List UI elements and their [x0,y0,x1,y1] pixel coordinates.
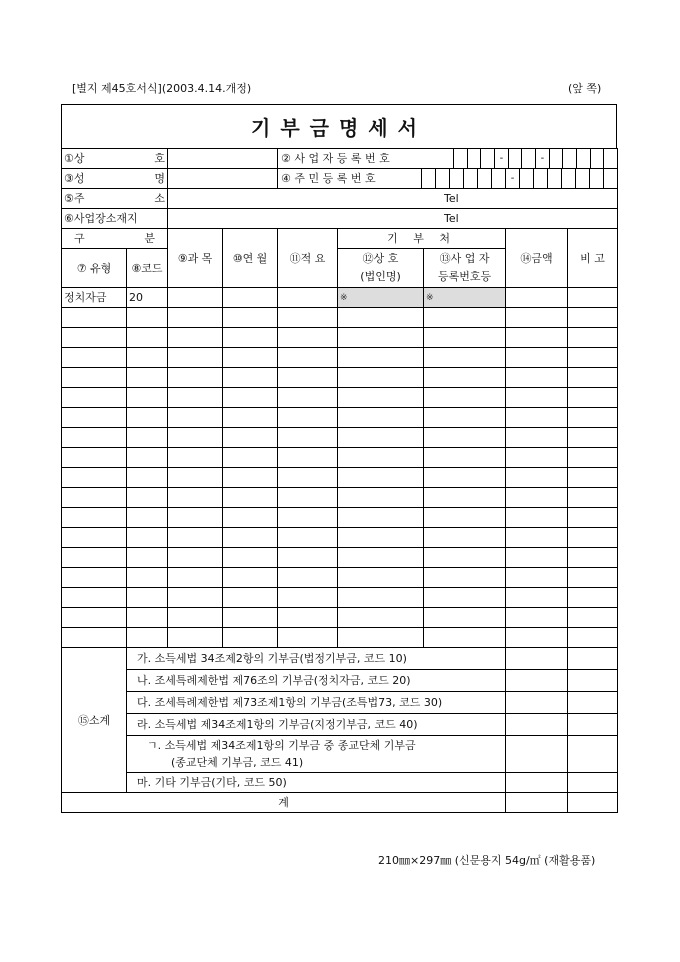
cell[interactable] [127,428,168,448]
cell[interactable] [127,568,168,588]
cell[interactable] [278,288,338,308]
cell[interactable] [62,508,127,528]
cell[interactable] [168,608,223,628]
subtotal-amount-cell[interactable] [506,670,568,692]
cell[interactable] [127,528,168,548]
name-label: ③성 명 [62,169,168,189]
first-row-donee-name: ※ [338,288,424,308]
cell[interactable] [168,488,223,508]
cell[interactable] [506,508,568,528]
cell[interactable] [223,468,278,488]
cell[interactable] [568,328,618,348]
subtotal-row [62,714,618,736]
subtotal-item: 가. 소득세법 34조제2항의 기부금(법정기부금, 코드 10) [127,648,506,670]
code-header: ⑧코드 [127,249,168,288]
cell[interactable] [62,428,127,448]
digit-box[interactable] [463,169,477,188]
subtotal-remarks-cell[interactable] [568,670,618,692]
table-row [62,308,618,328]
cell[interactable] [278,368,338,388]
cell[interactable] [62,388,127,408]
cell[interactable] [424,308,506,328]
cell[interactable] [338,568,424,588]
cell[interactable] [278,588,338,608]
cell[interactable] [506,448,568,468]
cell[interactable] [168,408,223,428]
table-row [62,328,618,348]
subtotal-amount-cell[interactable] [506,773,568,793]
cell[interactable] [168,368,223,388]
subtotal-remarks-cell[interactable] [568,736,618,773]
type-header: ⑦ 유형 [62,249,127,288]
cell[interactable] [338,348,424,368]
digit-box[interactable] [467,149,481,168]
address-label: ⑤주 소 [62,189,168,209]
first-row-type: 정치자금 [62,288,127,308]
cell[interactable] [424,528,506,548]
cell[interactable] [62,528,127,548]
cell[interactable] [278,468,338,488]
cell[interactable] [506,328,568,348]
digit-box[interactable] [562,149,576,168]
table-row [62,628,618,648]
table-row [62,408,618,428]
cell[interactable] [424,328,506,348]
cell[interactable] [424,568,506,588]
cell[interactable] [278,308,338,328]
cell[interactable] [278,628,338,648]
donation-statement-form [61,148,618,813]
remarks-header: 비 고 [568,229,618,288]
cell[interactable] [338,368,424,388]
paper-spec-footer: 210㎜×297㎜ (신문용지 54g/㎡ (재활용품) [378,854,596,867]
cell[interactable] [506,408,568,428]
cell[interactable] [424,428,506,448]
cell[interactable] [568,428,618,448]
cell[interactable] [568,528,618,548]
table-row [62,588,618,608]
cell[interactable] [223,388,278,408]
cell[interactable] [127,628,168,648]
cell[interactable] [506,388,568,408]
company-label: ①상 호 [62,149,168,169]
subtotal-item: 다. 조세특례제한법 제73조제1항의 기부금(조특법73, 코드 30) [127,692,506,714]
date-header: ⑩연 월 [223,229,278,288]
cell[interactable] [168,528,223,548]
cell[interactable] [424,468,506,488]
cell[interactable] [568,368,618,388]
cell[interactable] [223,488,278,508]
cell[interactable] [506,488,568,508]
digit-box[interactable] [480,149,494,168]
cell[interactable] [223,408,278,428]
cell[interactable] [127,368,168,388]
cell[interactable] [168,628,223,648]
total-amount-cell[interactable] [506,793,568,813]
cell[interactable] [62,368,127,388]
cell[interactable] [223,328,278,348]
cell[interactable] [338,588,424,608]
name-field[interactable] [168,169,278,189]
cell[interactable] [506,628,568,648]
cell[interactable] [568,588,618,608]
digit-box[interactable] [603,169,617,188]
cell[interactable] [424,588,506,608]
subtotal-remarks-cell[interactable] [568,773,618,793]
cell[interactable] [278,408,338,428]
cell[interactable] [127,448,168,468]
cell[interactable] [338,488,424,508]
cell[interactable] [506,608,568,628]
cell[interactable] [127,548,168,568]
subtotal-item: 나. 조세특례제한법 제76조의 기부금(정치자금, 코드 20) [127,670,506,692]
cell[interactable] [506,568,568,588]
cell[interactable] [568,608,618,628]
row-address [62,189,618,209]
cell[interactable] [568,408,618,428]
category-header: 구 분 [62,229,168,249]
cell[interactable] [62,468,127,488]
donee-name-header: ⑫상 호 (법인명) [338,249,424,288]
digit-box[interactable] [547,169,561,188]
address-tel-label: Tel [444,192,459,205]
cell[interactable] [338,428,424,448]
digit-box[interactable] [453,149,467,168]
subtotal-item-religious: ㄱ. 소득세법 제34조제1항의 기부금 중 종교단체 기부금 (종교단체 기부금, 코드 41) [127,736,506,773]
table-row [62,368,618,388]
digit-box[interactable] [508,149,522,168]
subtotal-remarks-cell[interactable] [568,692,618,714]
digit-box[interactable] [561,169,575,188]
cell[interactable] [168,288,223,308]
digit-box[interactable] [519,169,533,188]
cell[interactable] [338,548,424,568]
form-reference: [별지 제45호서식](2003.4.14.개정) [72,82,252,95]
cell[interactable] [506,468,568,488]
cell[interactable] [278,428,338,448]
cell[interactable] [338,468,424,488]
cell[interactable] [568,348,618,368]
address-field[interactable] [168,189,618,209]
workplace-field[interactable] [168,209,618,229]
cell[interactable] [338,328,424,348]
cell[interactable] [568,488,618,508]
cell[interactable] [223,308,278,328]
cell[interactable] [223,548,278,568]
company-field[interactable] [168,149,278,169]
cell[interactable] [168,468,223,488]
table-row [62,468,618,488]
cell[interactable] [223,508,278,528]
subtotal-row [62,773,618,793]
cell[interactable] [338,388,424,408]
title-box [61,104,617,148]
cell[interactable] [62,408,127,428]
workplace-tel-label: Tel [444,212,459,225]
cell[interactable] [62,568,127,588]
cell[interactable] [568,508,618,528]
cell[interactable] [568,388,618,408]
row-company [62,149,618,169]
cell[interactable] [168,348,223,368]
cell[interactable] [278,548,338,568]
cell[interactable] [168,308,223,328]
digit-box[interactable] [590,149,604,168]
cell[interactable] [62,628,127,648]
digit-box[interactable] [435,169,449,188]
cell[interactable] [168,568,223,588]
subtotal-item: 라. 소득세법 제34조제1항의 기부금(지정기부금, 코드 40) [127,714,506,736]
workplace-label: ⑥사업장소재지 [62,209,168,229]
cell[interactable] [168,428,223,448]
total-label: 계 [62,793,506,813]
table-row [62,288,618,308]
digit-box[interactable] [477,169,491,188]
total-remarks-cell[interactable] [568,793,618,813]
digit-box[interactable] [533,169,547,188]
subtotal-amount-cell[interactable] [506,692,568,714]
cell[interactable] [338,628,424,648]
cell[interactable] [278,348,338,368]
cell[interactable] [127,388,168,408]
digit-box[interactable] [521,149,535,168]
subtotal-item-other: 마. 기타 기부금(기타, 코드 50) [127,773,506,793]
subtotal-amount-cell[interactable] [506,648,568,670]
cell[interactable] [424,488,506,508]
cell[interactable] [568,628,618,648]
cell[interactable] [506,548,568,568]
bizno-label: ② 사 업 자 등 록 번 호 [281,152,390,165]
cell[interactable] [424,368,506,388]
subtotal-row [62,736,618,773]
cell[interactable] [568,308,618,328]
resno-cell [278,169,618,189]
donee-bizno-header: ⑬사 업 자 등록번호등 [424,249,506,288]
cell[interactable] [127,508,168,528]
table-row [62,348,618,368]
cell[interactable] [168,508,223,528]
subtotal-row [62,670,618,692]
cell[interactable] [338,308,424,328]
cell[interactable] [338,508,424,528]
cell[interactable] [506,368,568,388]
cell[interactable] [223,348,278,368]
table-row [62,568,618,588]
amount-header: ⑭금액 [506,229,568,288]
subject-header: ⑨과 목 [168,229,223,288]
cell[interactable] [278,388,338,408]
cell[interactable] [424,348,506,368]
cell[interactable] [127,488,168,508]
table-row [62,608,618,628]
page-side-label: (앞 쪽) [568,82,602,95]
cell[interactable] [62,348,127,368]
cell[interactable] [223,628,278,648]
cell[interactable] [223,428,278,448]
digit-box[interactable] [421,169,435,188]
first-row-donee-bizno: ※ [424,288,506,308]
cell[interactable] [568,288,618,308]
subtotal-row [62,692,618,714]
cell[interactable] [278,488,338,508]
cell[interactable] [62,448,127,468]
cell[interactable] [278,568,338,588]
row-name [62,169,618,189]
cell[interactable] [168,448,223,468]
cell[interactable] [127,328,168,348]
subtotal-remarks-cell[interactable] [568,714,618,736]
cell[interactable] [568,468,618,488]
column-header-row-1 [62,229,618,249]
digit-box[interactable] [576,149,590,168]
cell[interactable] [127,608,168,628]
digit-box[interactable] [549,149,563,168]
cell[interactable] [223,588,278,608]
resno-boxes[interactable] [421,169,617,188]
cell[interactable] [278,448,338,468]
table-row [62,388,618,408]
cell[interactable] [62,588,127,608]
bizno-cell [278,149,618,169]
digit-box-dash: - [494,149,508,168]
cell[interactable] [506,528,568,548]
cell[interactable] [424,408,506,428]
cell[interactable] [168,548,223,568]
digit-box[interactable] [449,169,463,188]
subtotal-amount-cell[interactable] [506,736,568,773]
row-workplace [62,209,618,229]
subtotal-label: ⑮소계 [62,648,127,793]
cell[interactable] [223,448,278,468]
subtotal-remarks-cell[interactable] [568,648,618,670]
resno-label: ④ 주 민 등 록 번 호 [281,172,376,185]
digit-box-dash: - [535,149,549,168]
cell[interactable] [62,328,127,348]
digit-box[interactable] [603,149,617,168]
cell[interactable] [568,568,618,588]
cell[interactable] [278,528,338,548]
cell[interactable] [506,428,568,448]
subtotal-amount-cell[interactable] [506,714,568,736]
cell[interactable] [338,448,424,468]
cell[interactable] [223,568,278,588]
cell[interactable] [338,608,424,628]
table-row [62,488,618,508]
table-row [62,508,618,528]
cell[interactable] [127,308,168,328]
cell[interactable] [338,528,424,548]
cell[interactable] [424,548,506,568]
cell[interactable] [506,308,568,328]
summary-header: ⑪적 요 [278,229,338,288]
cell[interactable] [62,308,127,328]
digit-box[interactable] [491,169,505,188]
cell[interactable] [424,508,506,528]
cell[interactable] [62,488,127,508]
cell[interactable] [62,548,127,568]
cell[interactable] [223,368,278,388]
cell[interactable] [506,348,568,368]
digit-box[interactable] [589,169,603,188]
digit-box-dash: - [505,169,519,188]
first-row-code: 20 [127,288,168,308]
cell[interactable] [127,588,168,608]
cell[interactable] [424,608,506,628]
table-row [62,448,618,468]
cell[interactable] [168,388,223,408]
bizno-boxes[interactable] [453,149,617,168]
digit-box[interactable] [575,169,589,188]
cell[interactable] [278,608,338,628]
cell[interactable] [278,328,338,348]
subtotal-row [62,648,618,670]
cell[interactable] [424,448,506,468]
cell[interactable] [168,328,223,348]
cell[interactable] [223,288,278,308]
cell[interactable] [424,628,506,648]
cell[interactable] [127,348,168,368]
table-row [62,548,618,568]
donee-header: 기 부 처 [338,229,506,249]
cell[interactable] [62,608,127,628]
cell[interactable] [223,608,278,628]
cell[interactable] [568,548,618,568]
cell[interactable] [338,408,424,428]
table-row [62,528,618,548]
table-row [62,428,618,448]
cell[interactable] [506,588,568,608]
cell[interactable] [568,448,618,468]
cell[interactable] [127,468,168,488]
cell[interactable] [424,388,506,408]
cell[interactable] [168,588,223,608]
cell[interactable] [223,528,278,548]
page-title: 기부금명세서 [251,116,427,140]
cell[interactable] [127,408,168,428]
cell[interactable] [506,288,568,308]
total-row [62,793,618,813]
cell[interactable] [278,508,338,528]
